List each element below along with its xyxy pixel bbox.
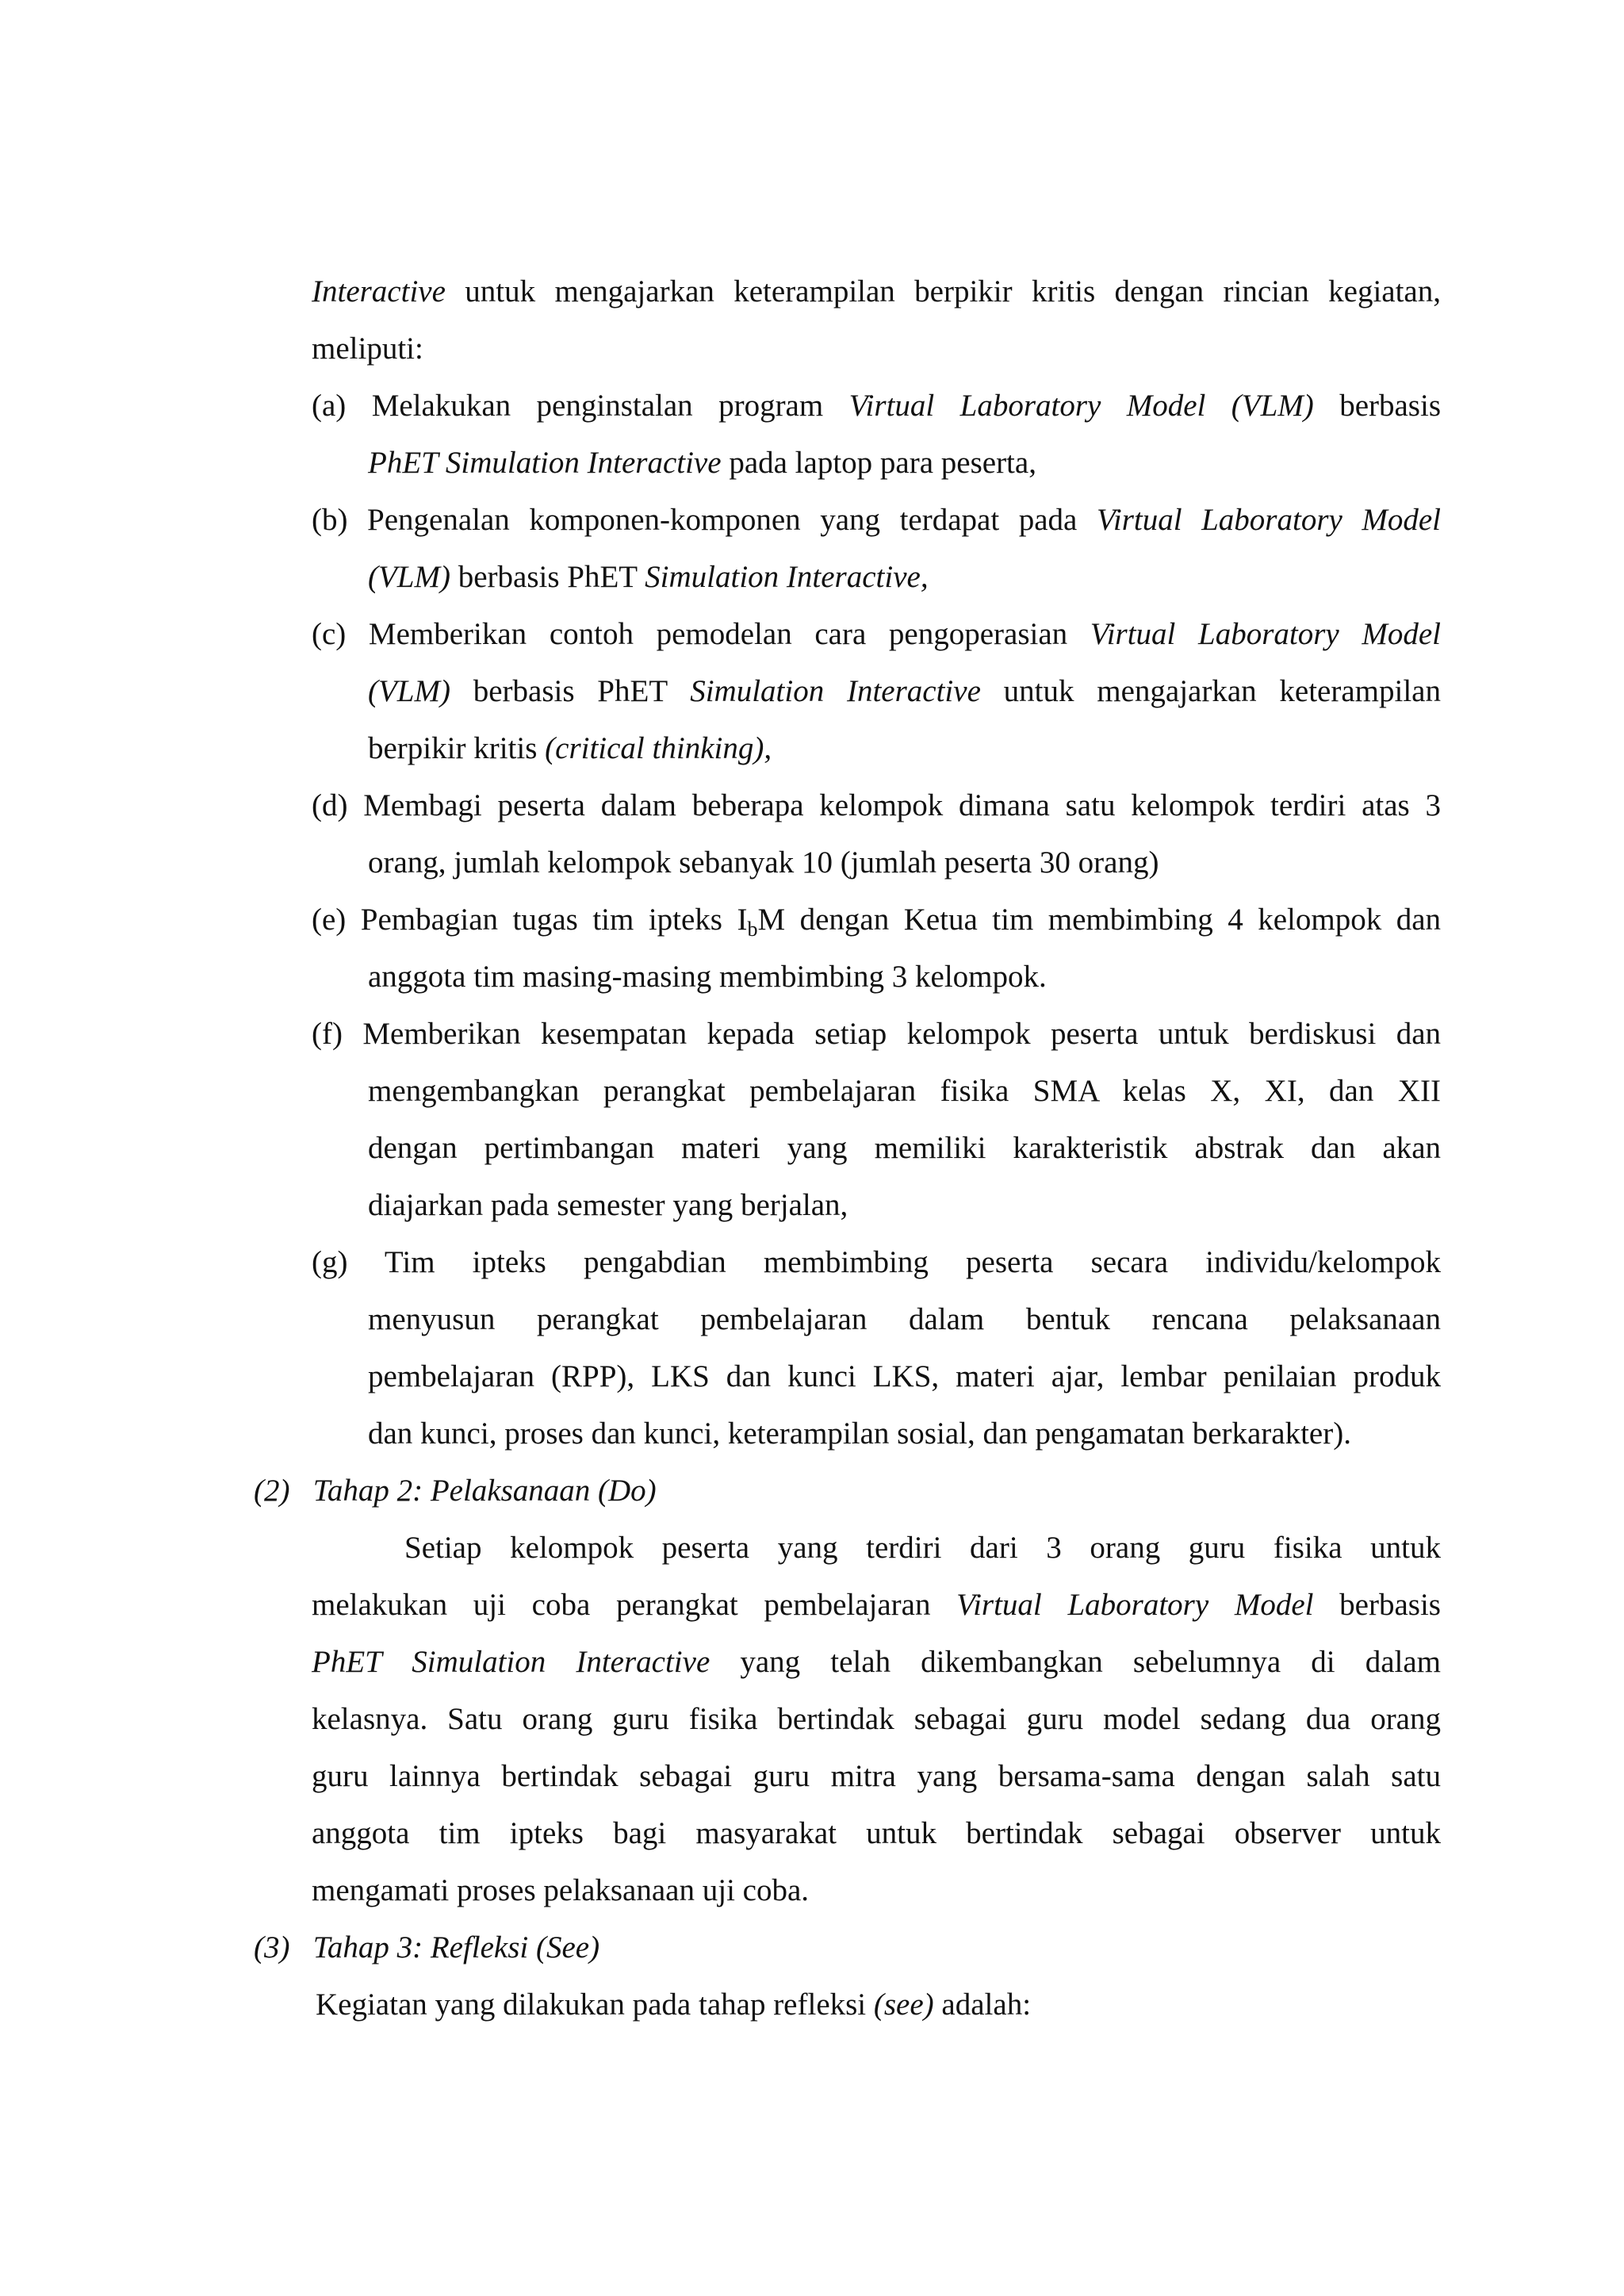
list-item-f-line-2: mengembangkan perangkat pembelajaran fisika SMA kelas X, XI, dan XII: [368, 1074, 1441, 1108]
list-item-g-line-3: pembelajaran (RPP), LKS dan kunci LKS, materi ajar, lembar penilaian produk: [368, 1359, 1441, 1393]
list-item-f-line-1: (f) Memberikan kesempatan kepada setiap kelompok peserta untuk berdiskusi dan: [312, 1017, 1441, 1051]
list-item-e-line-1: (e) Pembagian tugas tim ipteks $I_bM$ dengan Ketua tim membimbing 4 kelompok dan: [312, 903, 1442, 941]
list-item-a-line-1: (a) Melakukan penginstalan program Virtual Laboratory Model (VLM) berbasis: [312, 389, 1441, 423]
list-item-g-line-1: (g) Tim ipteks pengabdian membimbing peserta secara individu/kelompok: [312, 1245, 1441, 1279]
list-item-c-line-3: berpikir kritis (critical thinking),: [368, 731, 772, 765]
list-item-e-line-2: anggota tim masing-masing membimbing 3 kelompok.: [368, 960, 1047, 994]
section-heading-stage-3: (3) Tahap 3: Refleksi (See): [254, 1930, 600, 1964]
paragraph-line-3: PhET Simulation Interactive yang telah dikembangkan sebelumnya di dalam: [312, 1645, 1441, 1679]
list-item-g-line-2: menyusun perangkat pembelajaran dalam bentuk rencana pelaksanaan: [368, 1302, 1441, 1336]
paragraph-line-4: kelasnya. Satu orang guru fisika bertindak sebagai guru model sedang dua orang: [312, 1702, 1441, 1736]
list-item-b-line-1: (b) Pengenalan komponen-komponen yang terdapat pada Virtual Laboratory Model: [312, 503, 1442, 537]
list-item-g-line-4: dan kunci, proses dan kunci, keterampilan sosial, dan pengamatan berkarakter).: [368, 1416, 1351, 1451]
paragraph-line-7: mengamati proses pelaksanaan uji coba.: [312, 1873, 810, 1907]
paragraph-line-6: anggota tim ipteks bagi masyarakat untuk bertindak sebagai observer untuk: [312, 1816, 1441, 1850]
list-item-c-line-2: (VLM) berbasis PhET Simulation Interactive untuk mengajarkan keterampilan: [368, 674, 1441, 708]
list-item-d-line-2: orang, jumlah kelompok sebanyak 10 (jumlah peserta 30 orang): [368, 845, 1159, 880]
closing-line: Kegiatan yang dilakukan pada tahap refleksi (see) adalah:: [316, 1987, 1032, 2022]
paragraph-line-2: melakukan uji coba perangkat pembelajaran Virtual Laboratory Model berbasis: [312, 1588, 1441, 1622]
list-item-f-line-4: diajarkan pada semester yang berjalan,: [368, 1188, 848, 1222]
intro-line-1: Interactive untuk mengajarkan keterampilan berpikir kritis dengan rincian kegiatan,: [312, 274, 1441, 309]
list-item-d-line-1: (d) Membagi peserta dalam beberapa kelompok dimana satu kelompok terdiri atas 3: [312, 788, 1441, 822]
paragraph-line-5: guru lainnya bertindak sebagai guru mitra yang bersama-sama dengan salah satu: [312, 1759, 1441, 1793]
list-item-f-line-3: dengan pertimbangan materi yang memiliki karakteristik abstrak dan akan: [368, 1131, 1441, 1165]
list-item-a-line-2: PhET Simulation Interactive pada laptop para peserta,: [368, 446, 1036, 480]
list-item-c-line-1: (c) Memberikan contoh pemodelan cara pengoperasian Virtual Laboratory Model: [312, 617, 1441, 651]
paragraph-line-1: Setiap kelompok peserta yang terdiri dari 3 orang guru fisika untuk: [404, 1531, 1441, 1565]
list-item-b-line-2: (VLM) berbasis PhET Simulation Interactive,: [368, 560, 929, 594]
intro-line-2: meliputi:: [312, 332, 423, 366]
section-heading-stage-2: (2) Tahap 2: Pelaksanaan (Do): [254, 1474, 657, 1508]
